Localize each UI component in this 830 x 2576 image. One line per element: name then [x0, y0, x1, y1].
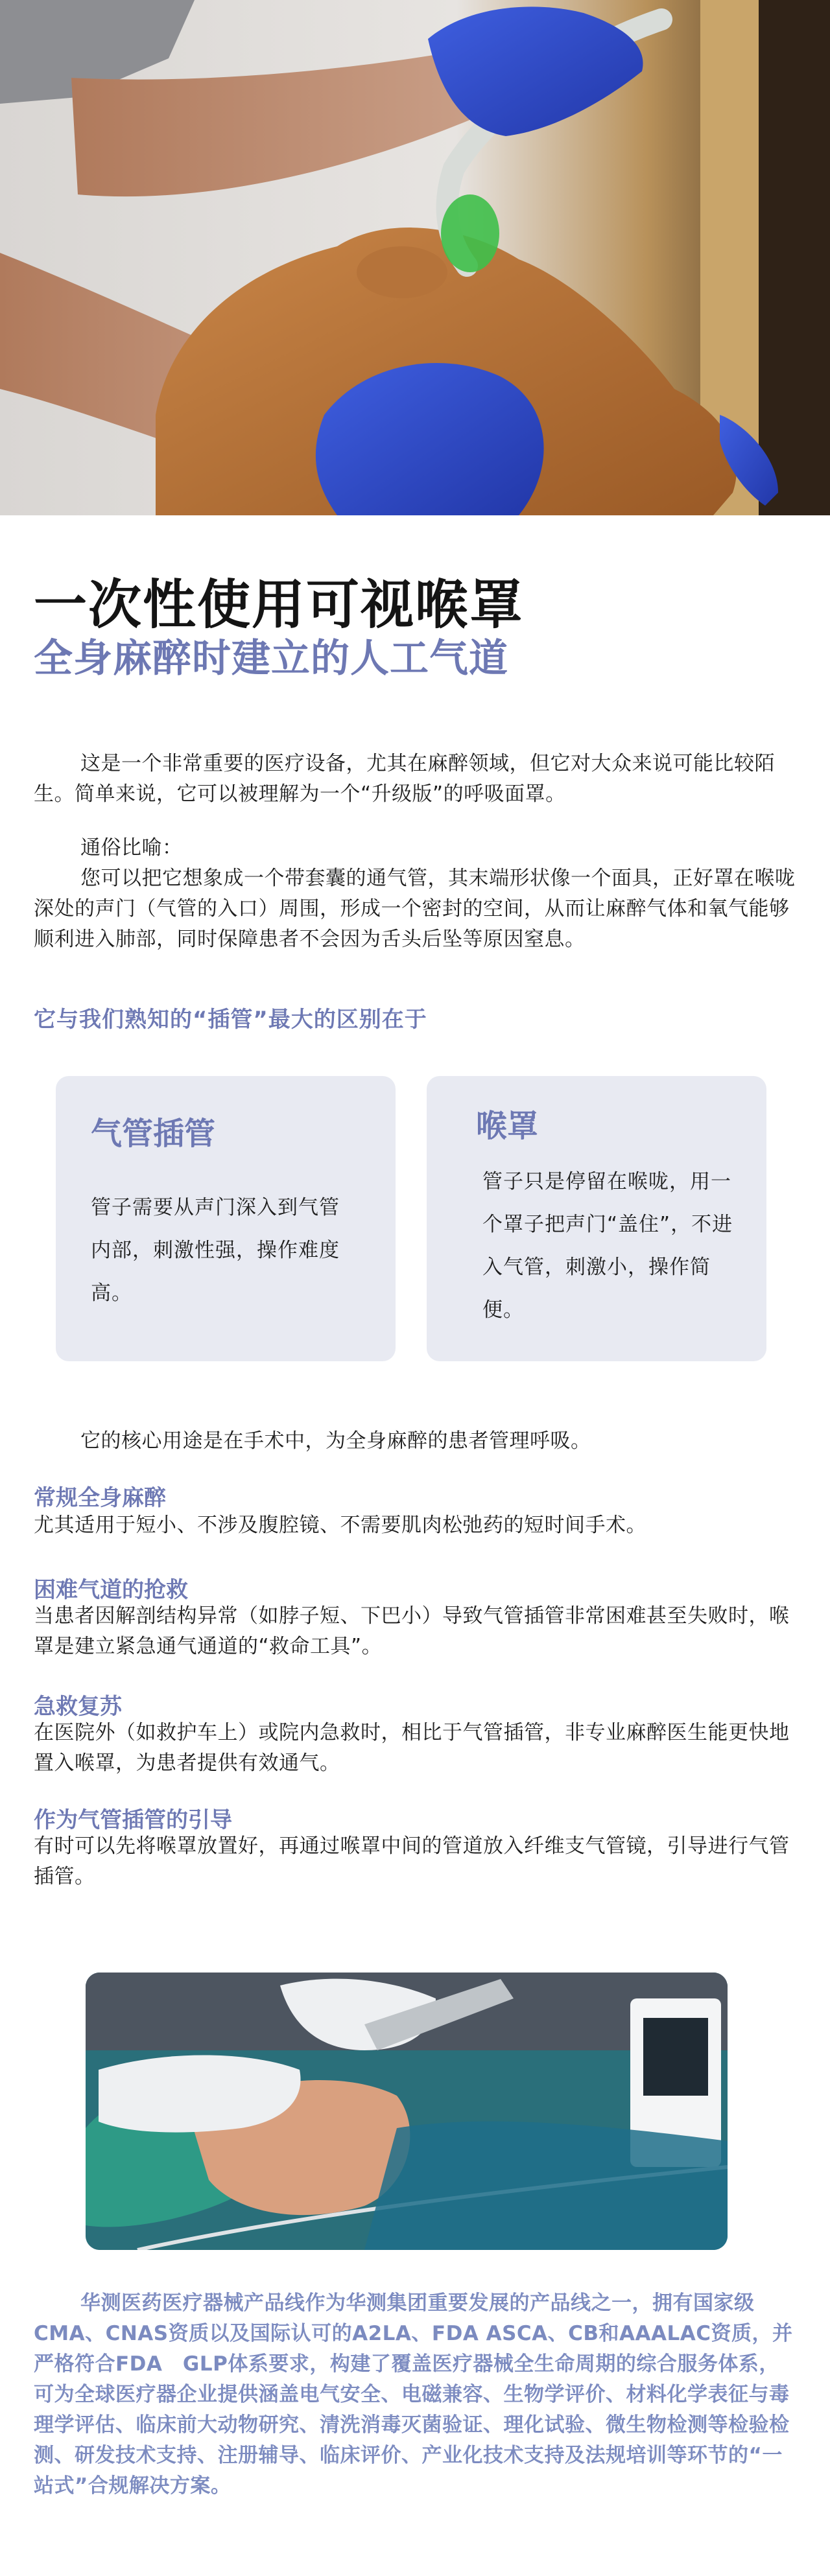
comparison-heading: 它与我们熟知的“插管”最大的区别在于	[34, 1007, 427, 1033]
analogy-label: 通俗比喻：	[80, 836, 183, 860]
usage-intro: 它的核心用途是在手术中，为全身麻醉的患者管理呼吸。	[80, 1429, 591, 1453]
usage-heading: 作为气管插管的引导	[34, 1807, 232, 1833]
usage-heading: 困难气道的抢救	[34, 1577, 188, 1603]
usage-text: 当患者因解剖结构异常（如脖子短、下巴小）导致气管插管非常困难甚至失败时，喉罩是建立紧急通气通道的“救命工具”。	[34, 1604, 790, 1658]
card-text: 管子只是停留在喉咙，用一个罩子把声门“盖住”，不进入气管，刺激小，操作简便。	[482, 1170, 733, 1322]
usage-text: 有时可以先将喉罩放置好，再通过喉罩中间的管道放入纤维支气管镜，引导进行气管插管。	[34, 1834, 790, 1888]
card-intubation	[56, 1076, 396, 1361]
card-text: 管子需要从声门深入到气管内部，刺激性强，操作难度高。	[91, 1196, 340, 1305]
intro-paragraph: 这是一个非常重要的医疗设备，尤其在麻醉领域，但它对大众来说可能比较陌生。简单来说，它可以被理解为一个“升级版”的呼吸面罩。	[34, 752, 775, 806]
clinical-photo	[86, 1973, 728, 2250]
usage-text: 尤其适用于短小、不涉及腹腔镜、不需要肌肉松弛药的短时间手术。	[34, 1514, 646, 1537]
card-title: 气管插管	[91, 1116, 216, 1152]
page-title: 一次性使用可视喉罩	[34, 574, 525, 636]
analogy-paragraph: 您可以把它想象成一个带套囊的通气管，其末端形状像一个面具，正好罩在喉咙深处的声门（气管的入口）周围，形成一个密封的空间，从而让麻醉气体和氧气能够顺利进入肺部，同时保障患者不会因为舌头后坠等原因窒息。	[34, 867, 796, 951]
card-title: 喉罩	[476, 1108, 539, 1144]
page-subtitle: 全身麻醉时建立的人工气道	[34, 636, 508, 681]
hero-photo	[0, 0, 830, 515]
usage-heading: 常规全身麻醉	[34, 1485, 166, 1511]
usage-heading: 急救复苏	[34, 1694, 122, 1720]
company-intro: 华测医药医疗器械产品线作为华测集团重要发展的产品线之一，拥有国家级CMA、CNAS资质以及国际认可的A2LA、FDA ASCA、CB和AAALAC资质，并严格符合FDA GLP体系要求，构建了覆盖医疗器械全生命周期的综合服务体系，可为全球医疗器企业提供涵盖电气安全、电磁兼容、生物学评价、材料化学表征与毒理学评估、临床前大动物研究、清洗消毒灭菌验证、理化试验、微生物检测等检验检测、研发技术支持、注册辅导、临床评价、产业化技术支持及法规培训等环节的“一站式”合规解决方案。	[34, 2291, 793, 2498]
card-laryngeal-mask	[427, 1076, 766, 1361]
usage-text: 在医院外（如救护车上）或院内急救时，相比于气管插管，非专业麻醉医生能更快地置入喉罩，为患者提供有效通气。	[34, 1721, 790, 1775]
